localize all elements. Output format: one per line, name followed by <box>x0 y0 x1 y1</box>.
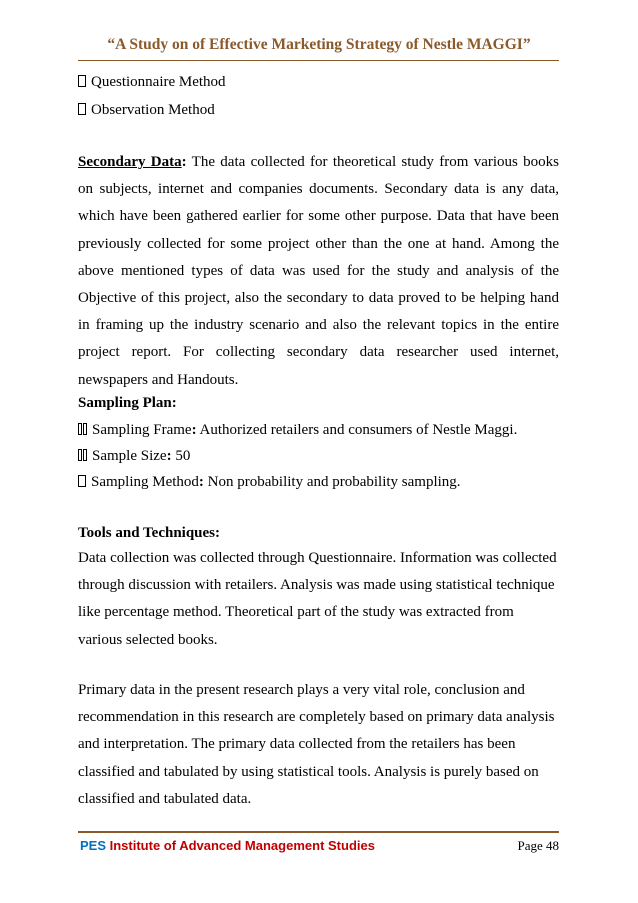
header-rule <box>78 60 559 61</box>
bullet-box-icon <box>78 449 82 461</box>
sample-size-label: Sample Size <box>92 448 167 464</box>
bullet-box-icon <box>78 475 86 487</box>
sampling-frame-label: Sampling Frame <box>92 422 192 438</box>
bullet-box-icon <box>78 423 82 435</box>
secondary-data-paragraph <box>78 149 559 394</box>
secondary-data-text: The data collected for theoretical study from various books on subjects, internet and companies documents. Secondary data is any data, which have been gathered earlier for some other purpose. Data that have been previously collected for some project other than the one at hand. Among the above mentioned types of data was used for the study and analysis of the Objective of this project, also the secondary to data proved to be helping hand in framing up the industry scenario and also the relevant topics in the entire project report. For collecting secondary data researcher used internet, newspapers and Handouts. <box>78 154 560 388</box>
secondary-data-label: Secondary Data <box>78 154 182 170</box>
sampling-method-label: Sampling Method <box>91 474 199 490</box>
primary-data-paragraph: Primary data in the present research plays a very vital role, conclusion and recommendation in this research are completely based on primary data analysis and interpretation. The primary data collected from the retailers has been classified and tabulated by using statistical tools. Analysis is purely based on classified and tabulated data. <box>78 682 555 807</box>
method-item-observation <box>78 101 215 119</box>
tools-paragraph: Data collection was collected through Questionnaire. Information was collected through discussion with retailers. Analysis was made using statistical technique like percentage method. Theoretical part of the study was extracted from various selected books. <box>78 550 557 648</box>
sampling-method-value: Non probability and probability sampling. <box>203 474 461 490</box>
bullet-box-icon <box>78 103 86 115</box>
bullet-box-icon <box>83 449 87 461</box>
tools-techniques-heading: Tools and Techniques: <box>78 525 221 541</box>
method-label: Questionnaire Method <box>91 74 226 90</box>
sampling-method-colon: : <box>198 474 204 490</box>
method-item-questionnaire <box>78 73 226 91</box>
running-header-title: “A Study on of Effective Marketing Strategy of Nestle MAGGI” <box>107 36 531 53</box>
footer-institute <box>80 838 375 853</box>
method-label: Observation Method <box>91 102 215 118</box>
footer-institute-name: Institute of Advanced Management Studies <box>106 838 375 853</box>
sample-size-colon: : <box>166 448 172 464</box>
sampling-frame-value: Authorized retailers and consumers of Nestle Maggi. <box>196 422 518 438</box>
sampling-plan-heading: Sampling Plan: <box>78 395 177 411</box>
sampling-item-size <box>78 447 190 465</box>
page-number: Page 48 <box>517 838 559 853</box>
sampling-item-method <box>78 473 461 491</box>
footer-pes: PES <box>80 838 107 853</box>
sampling-frame-colon: : <box>191 422 197 438</box>
bullet-box-icon <box>78 75 86 87</box>
bullet-box-icon <box>83 423 87 435</box>
footer-rule <box>78 831 559 833</box>
sampling-item-frame <box>78 421 517 439</box>
sample-size-value: 50 <box>171 448 191 464</box>
secondary-data-colon: : <box>181 154 187 170</box>
